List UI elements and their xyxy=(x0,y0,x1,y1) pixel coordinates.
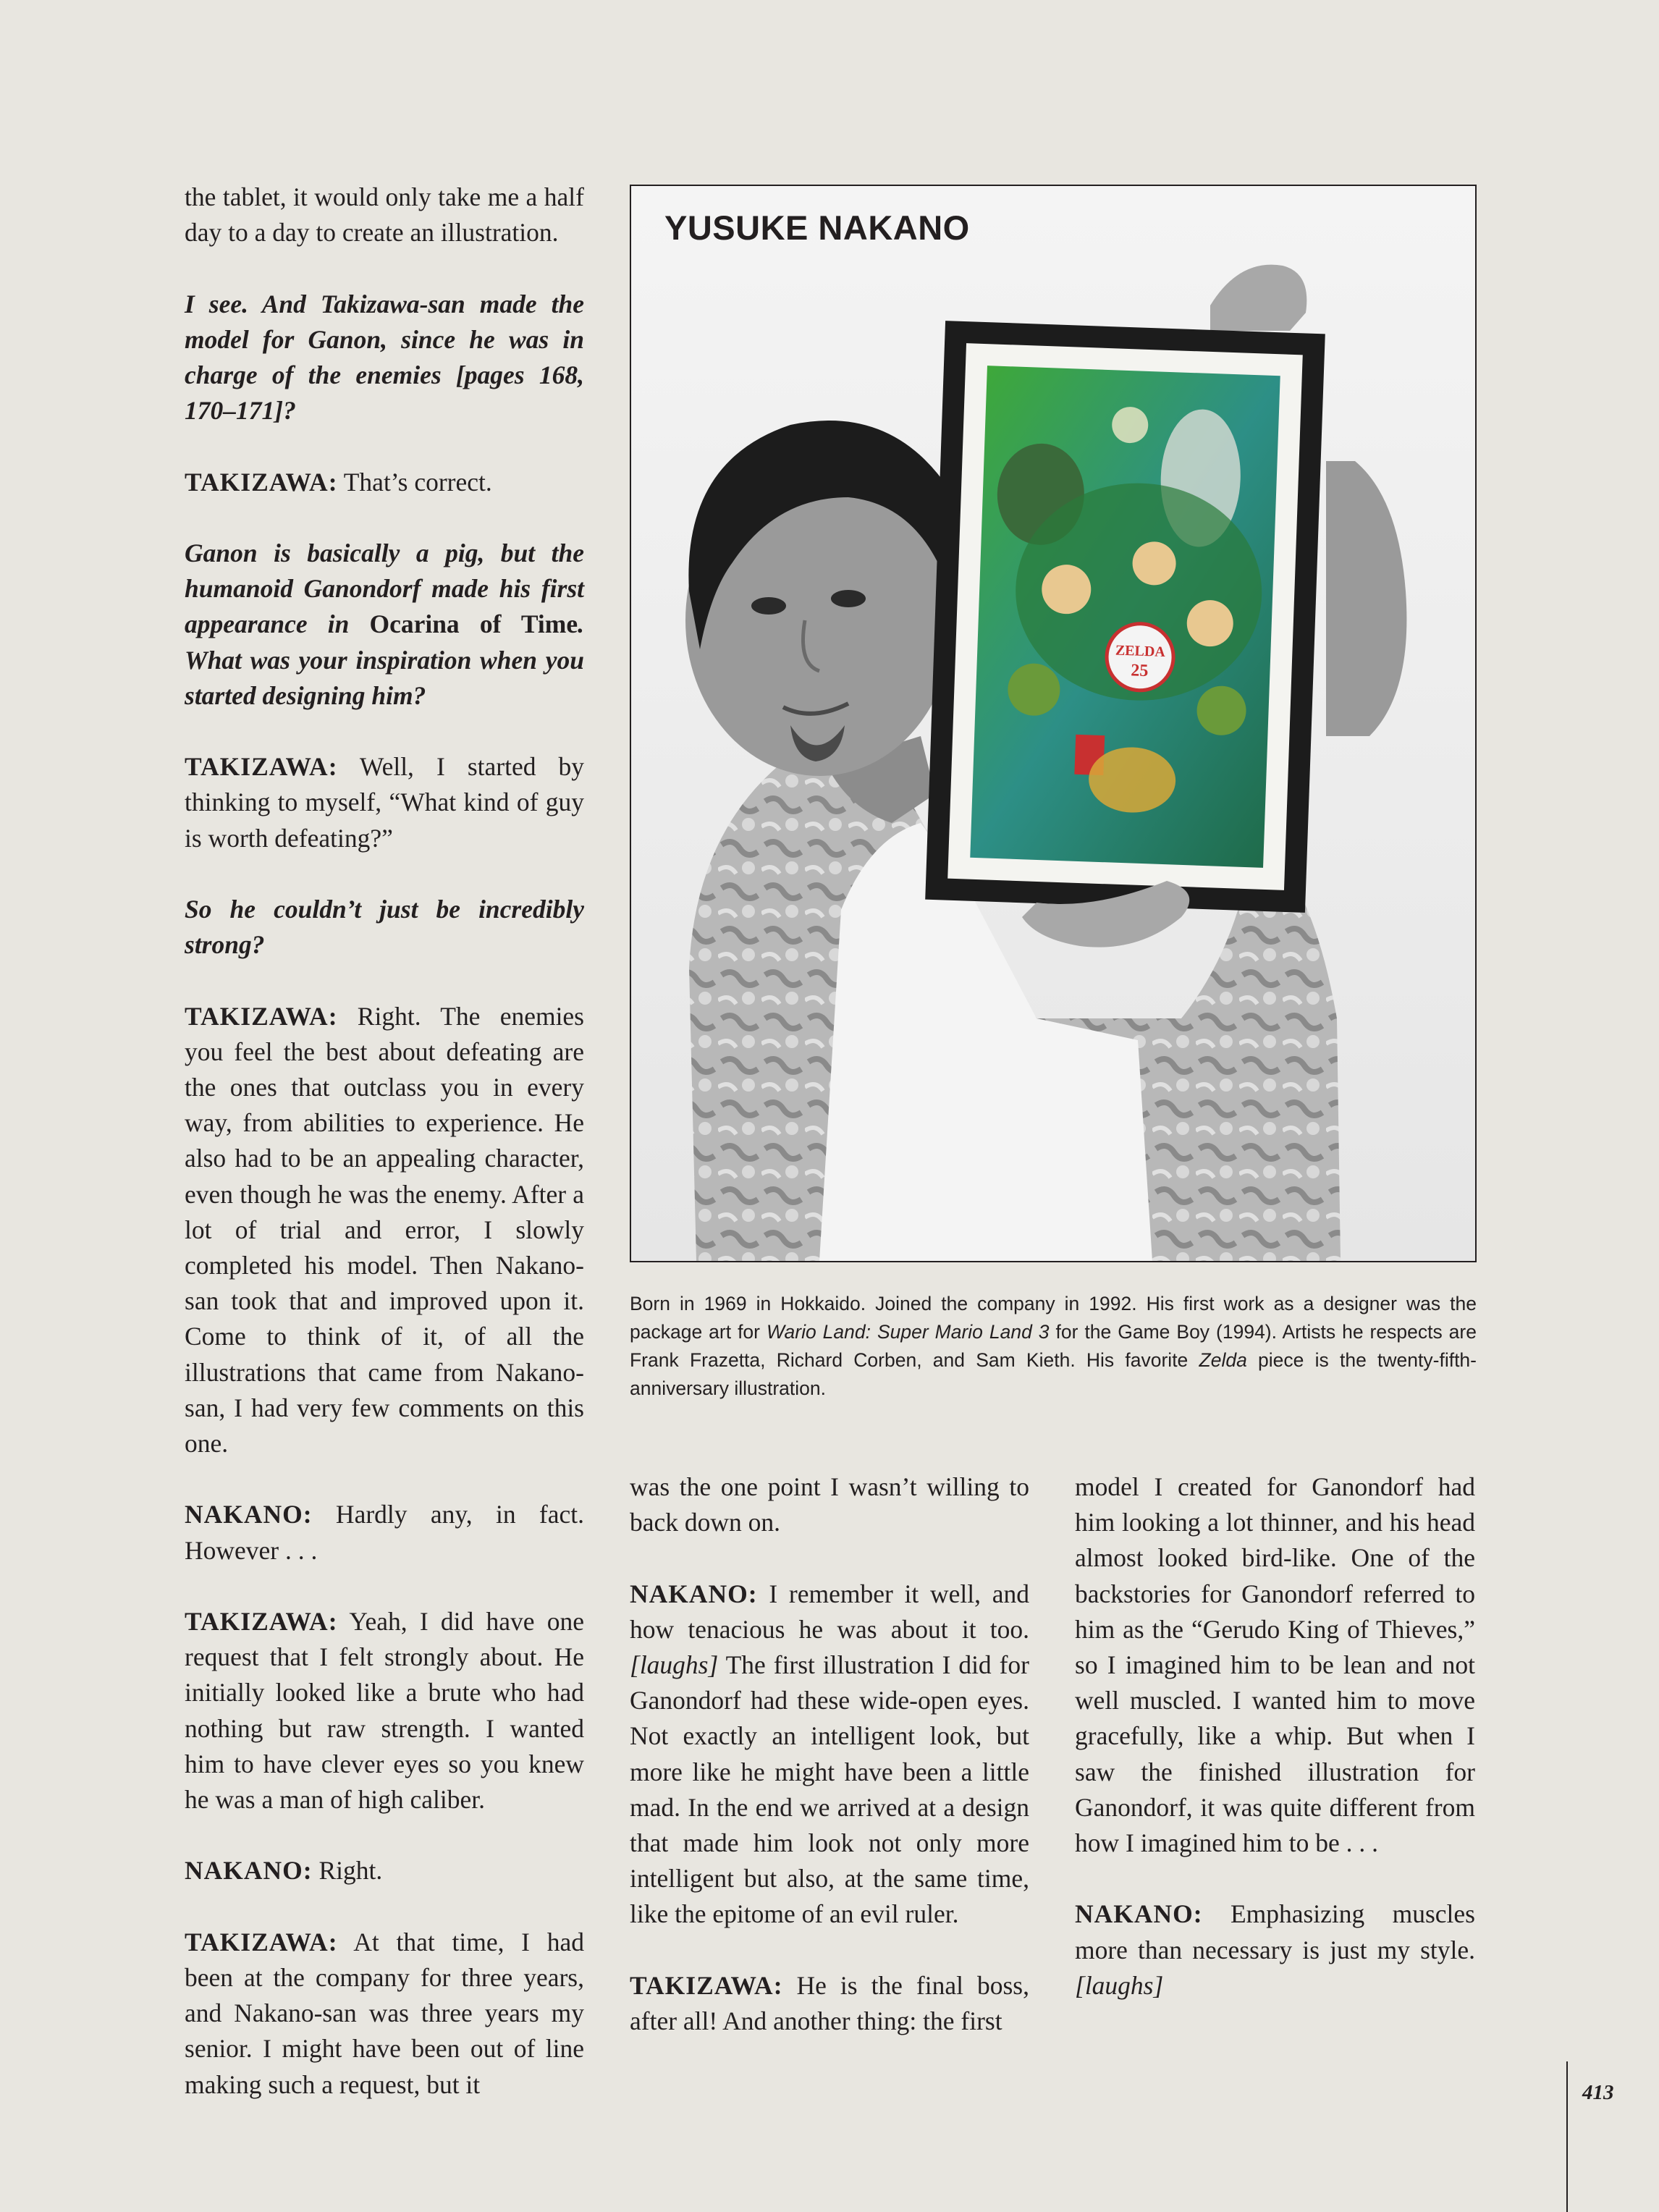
interview-question: Ganon is basically a pig, but the humanoid Ganondorf made his first appearance in Ocarina of Time. What was your inspiration when you started designing him? xyxy=(185,538,584,710)
art-logo-anniversary: 25 xyxy=(1130,661,1149,681)
paragraph: TAKIZAWA: That’s correct. xyxy=(185,467,492,497)
paragraph: was the one point I wasn’t willing to back down on. xyxy=(630,1472,1029,1537)
art-logo-title: ZELDA xyxy=(1115,642,1166,660)
game-title: Ocarina of Time xyxy=(369,609,578,639)
speaker-label: NAKANO: xyxy=(1075,1899,1203,1929)
speaker-label: TAKIZAWA: xyxy=(185,1927,338,1956)
interview-question: I see. And Takizawa-san made the model for Ganon, since he was in charge of the enemies [pages 168, 170–171]? xyxy=(185,289,584,426)
portrait-illustration xyxy=(631,186,1475,1261)
speaker-label: TAKIZAWA: xyxy=(185,752,338,782)
paragraph: NAKANO: Emphasizing muscles more than necessary is just my style. [laughs] xyxy=(1075,1899,1475,2000)
text-column-2 xyxy=(630,1469,1029,2039)
speaker-label: TAKIZAWA: xyxy=(185,1607,338,1636)
photo-caption: Born in 1969 in Hokkaido. Joined the company in 1992. His first work as a designer was the package art for Wario Land: Super Mario Land 3 for the Game Boy (1994). Artists he respects are Frank Frazetta, Richard Corben, and Sam Kieth. His favorite Zelda piece is the twenty-fifth-anniversary illustration. xyxy=(630,1293,1477,1399)
paragraph: TAKIZAWA: Right. The enemies you feel the best about defeating are the ones that outclass you in every way, from abilities to experience. He also had to be an appealing character, even though he was the enemy. After a lot of trial and error, I slowly completed his model. Then Nakano-san took that and improved upon it. Come to think of it, of all the illustrations that came from Nakano-san, I had very few comments on this one. xyxy=(185,1001,584,1459)
page-number-rule xyxy=(1566,2061,1568,2212)
speaker-label: TAKIZAWA: xyxy=(630,1970,783,2000)
speaker-label: NAKANO: xyxy=(630,1579,758,1608)
paragraph: model I created for Ganondorf had him looking a lot thinner, and his head almost looked bird-like. One of the backstories for Ganondorf referred to him as the “Gerudo King of Thieves,” so I imagined him to be lean and not well muscled. I wanted him to move gracefully, like a whip. But when I saw the finished illustration for Ganondorf, it was quite different from how I imagined him to be . . . xyxy=(1075,1472,1475,1858)
series-title: Zelda xyxy=(1199,1349,1247,1371)
paragraph: TAKIZAWA: Well, I started by thinking to myself, “What kind of guy is worth defeating?” xyxy=(185,752,584,853)
paragraph: TAKIZAWA: Yeah, I did have one request that I felt strongly about. He initially looked like a brute who had nothing but raw strength. I wanted him to have clever eyes so you knew he was a man of high caliber. xyxy=(185,1607,584,1815)
paragraph: NAKANO: I remember it well, and how tenacious he was about it too. [laughs] The first illustration I did for Ganondorf had these wide-open eyes. Not exactly an intelligent look, but more like he might have been a little mad. In the end we arrived at a design that made him look not only more intelligent but also, at the same time, like the epitome of an evil ruler. xyxy=(630,1579,1029,1929)
game-title: Wario Land: Super Mario Land 3 xyxy=(766,1321,1050,1343)
text-column-3 xyxy=(1075,1469,1475,2004)
speaker-label: TAKIZAWA: xyxy=(185,467,338,497)
paragraph: TAKIZAWA: He is the final boss, after all! And another thing: the first xyxy=(630,1970,1029,2036)
speaker-label: NAKANO: xyxy=(185,1856,313,1886)
paragraph: TAKIZAWA: At that time, I had been at the company for three years, and Nakano-san was three years my senior. I might have been out of line making such a request, but it xyxy=(185,1927,584,2099)
interview-question: So he couldn’t just be incredibly strong? xyxy=(185,894,584,960)
page-number: 413 xyxy=(1582,2081,1614,2104)
photo-title: YUSUKE NAKANO xyxy=(664,208,970,247)
paragraph: the tablet, it would only take me a half day to a day to create an illustration. xyxy=(185,182,584,248)
stage-direction: [laughs] xyxy=(630,1650,719,1679)
text-column-1 xyxy=(185,180,584,2103)
portrait-photo xyxy=(630,185,1477,1262)
stage-direction: [laughs] xyxy=(1075,1970,1164,2000)
speaker-label: TAKIZAWA: xyxy=(185,1001,338,1031)
paragraph: NAKANO: Right. xyxy=(185,1856,383,1886)
speaker-label: NAKANO: xyxy=(185,1500,313,1529)
paragraph: NAKANO: Hardly any, in fact. However . . . xyxy=(185,1500,584,1565)
